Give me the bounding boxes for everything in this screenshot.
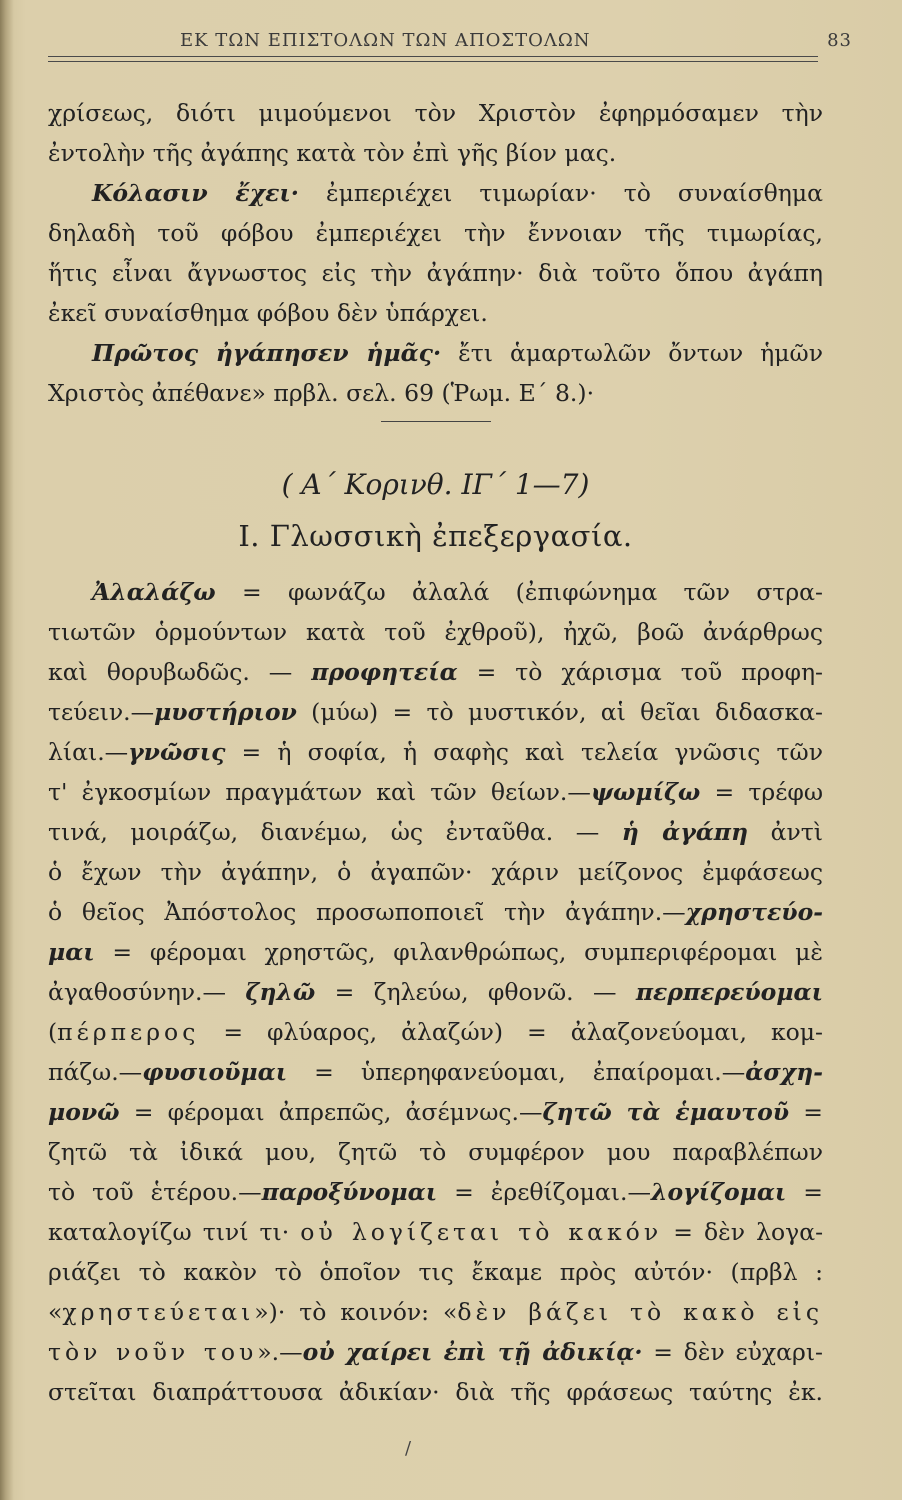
text-line: ὁ ἔχων τὴν ἀγάπην, ὁ ἀγαπῶν· χάριν μείζονος ἐμφάσεως bbox=[48, 858, 823, 886]
text-line: χρίσεως, διότι μιμούμενοι τὸν Χριστὸν ἐφηρμόσαμεν τὴν bbox=[48, 99, 823, 127]
text-line: τὸν νοῦν του».—οὐ χαίρει ἐπὶ τῇ ἀδικίᾳ· = δὲν εὐχαρι- bbox=[48, 1338, 823, 1366]
text-line: τιωτῶν ὁρμούντων κατὰ τοῦ ἐχθροῦ), ἠχῶ, βοῶ ἀνάρθρως bbox=[48, 618, 823, 646]
header-rule-bottom bbox=[48, 61, 818, 62]
term: παροξύνομαι bbox=[261, 1178, 438, 1206]
text-line: Πρῶτος ἠγάπησεν ἡμᾶς· ἔτι ἁμαρτωλῶν ὄντων ἡμῶν bbox=[92, 339, 823, 367]
term: περπερεύομαι bbox=[635, 978, 824, 1006]
section-heading: ( Α΄ Κορινθ. ΙΓ΄ 1—7) bbox=[281, 468, 590, 501]
text-line: τὸ τοῦ ἑτέρου.—παροξύνομαι = ἐρεθίζομαι.—λογίζομαι = bbox=[48, 1178, 823, 1206]
text-line: Κόλασιν ἔχει· ἐμπεριέχει τιμωρίαν· τὸ συναίσθημα bbox=[92, 179, 823, 207]
running-title: ΕΚ ΤΩΝ ΕΠΙΣΤΟΛΩΝ ΤΩΝ ΑΠΟΣΤΟΛΩΝ bbox=[180, 30, 591, 51]
text-line: λίαι.—γνῶσις = ἡ σοφία, ἡ σαφὴς καὶ τελεία γνῶσις τῶν bbox=[48, 738, 823, 766]
term: μονῶ bbox=[48, 1098, 120, 1126]
section-separator bbox=[381, 421, 491, 462]
term: μαι bbox=[48, 938, 95, 966]
text-line: καταλογίζω τινί τι· οὐ λογίζεται τὸ κακόν = δὲν λογα- bbox=[48, 1218, 824, 1246]
term: φυσιοῦμαι bbox=[142, 1058, 288, 1086]
term: ζηλῶ bbox=[245, 978, 316, 1006]
spaced-term: χρηστεύεται bbox=[62, 1298, 255, 1326]
text-line: ἥτις εἶναι ἄγνωστος εἰς τὴν ἀγάπην· διὰ τοῦτο ὅπου ἀγάπη bbox=[48, 259, 823, 287]
term: ζητῶ τὰ ἑμαυτοῦ bbox=[542, 1098, 790, 1126]
spaced-term: πέρπερος bbox=[57, 1018, 200, 1046]
term: προφητεία bbox=[311, 658, 458, 686]
text-line: μαι = φέρομαι χρηστῶς, φιλανθρώπως, συμπεριφέρομαι μὲ bbox=[48, 938, 823, 966]
text-line: ὁ θεῖος Ἀπόστολος προσωποποιεῖ τὴν ἀγάπην.—χρηστεύο- bbox=[48, 898, 823, 926]
text-line: Ἀλαλάζω = φωνάζω ἀλαλά (ἐπιφώνημα τῶν στρα- bbox=[92, 578, 823, 606]
spaced-term: οὐ λογίζεται τὸ κακόν bbox=[300, 1218, 663, 1246]
text-line: «χρηστεύεται»)· τὸ κοινόν: «δὲν βάζει τὸ κακὸ εἰς bbox=[48, 1298, 823, 1326]
term: ἀσχη- bbox=[745, 1058, 823, 1086]
text-line: (πέρπερος = φλύαρος, ἀλαζών) = ἀλαζονεύομαι, κομ- bbox=[48, 1018, 823, 1046]
text-line: στεῖται διαπράττουσα ἀδικίαν· διὰ τῆς φράσεως ταύτης ἐκ. bbox=[48, 1378, 823, 1406]
text-line: δηλαδὴ τοῦ φόβου ἐμπεριέχει τὴν ἔννοιαν τῆς τιμωρίας, bbox=[48, 219, 823, 247]
section-subheading: Ι. Γλωσσικὴ ἐπεξεργασία. bbox=[238, 519, 633, 553]
term: Πρῶτος ἠγάπησεν ἡμᾶς· bbox=[92, 339, 442, 367]
text-line: τεύειν.—μυστήριον (μύω) = τὸ μυστικόν, αἱ θεῖαι διδασκα- bbox=[48, 698, 823, 726]
header-rule-top bbox=[48, 56, 818, 57]
stray-mark: / bbox=[405, 1438, 412, 1459]
running-header bbox=[100, 30, 880, 50]
text-line: ἐντολὴν τῆς ἀγάπης κατὰ τὸν ἐπὶ γῆς βίον μας. bbox=[48, 139, 617, 167]
page-body bbox=[48, 93, 823, 1412]
text-line: καὶ θορυβωδῶς. — προφητεία = τὸ χάρισμα τοῦ προφη- bbox=[48, 658, 823, 686]
text-line: πάζω.—φυσιοῦμαι = ὑπερηφανεύομαι, ἐπαίρομαι.—ἀσχη- bbox=[48, 1058, 823, 1086]
term: οὐ χαίρει ἐπὶ τῇ ἀδικίᾳ· bbox=[302, 1338, 643, 1366]
term: μυστήριον bbox=[154, 698, 297, 726]
text-line: τινά, μοιράζω, διανέμω, ὡς ἐνταῦθα. — ἡ ἀγάπη ἀντὶ bbox=[48, 818, 823, 846]
term: Κόλασιν ἔχει· bbox=[92, 179, 299, 207]
text-line: ριάζει τὸ κακὸν τὸ ὁποῖον τις ἔκαμε πρὸς αὐτόν· (πρβλ : bbox=[48, 1258, 823, 1286]
text-line: Χριστὸς ἀπέθανε» πρβλ. σελ. 69 (Ῥωμ. Ε΄ 8.)· bbox=[48, 379, 595, 407]
term: ἡ ἀγάπη bbox=[621, 818, 749, 846]
spaced-term: δὲν βάζει τὸ κακὸ εἰς bbox=[457, 1298, 823, 1326]
text-line: μονῶ = φέρομαι ἀπρεπῶς, ἀσέμνως.—ζητῶ τὰ ἑμαυτοῦ = bbox=[48, 1098, 823, 1126]
text-line: τ' ἐγκοσμίων πραγμάτων καὶ τῶν θείων.—ψωμίζω = τρέφω bbox=[48, 778, 823, 806]
text-line: ἀγαθοσύνην.— ζηλῶ = ζηλεύω, φθονῶ. — περπερεύομαι bbox=[48, 978, 824, 1006]
term: Ἀλαλάζω bbox=[92, 578, 216, 606]
term: λογίζομαι bbox=[650, 1178, 787, 1206]
term: χρηστεύο- bbox=[685, 898, 823, 926]
text-line: ἐκεῖ συναίσθημα φόβου δὲν ὑπάρχει. bbox=[48, 299, 488, 327]
text-line: ζητῶ τὰ ἰδικά μου, ζητῶ τὸ συμφέρον μου παραβλέπων bbox=[48, 1138, 823, 1166]
term: ψωμίζω bbox=[590, 778, 701, 806]
term: γνῶσις bbox=[128, 738, 226, 766]
spaced-term: τὸν νοῦν του bbox=[48, 1338, 258, 1366]
page-number: 83 bbox=[827, 30, 852, 51]
